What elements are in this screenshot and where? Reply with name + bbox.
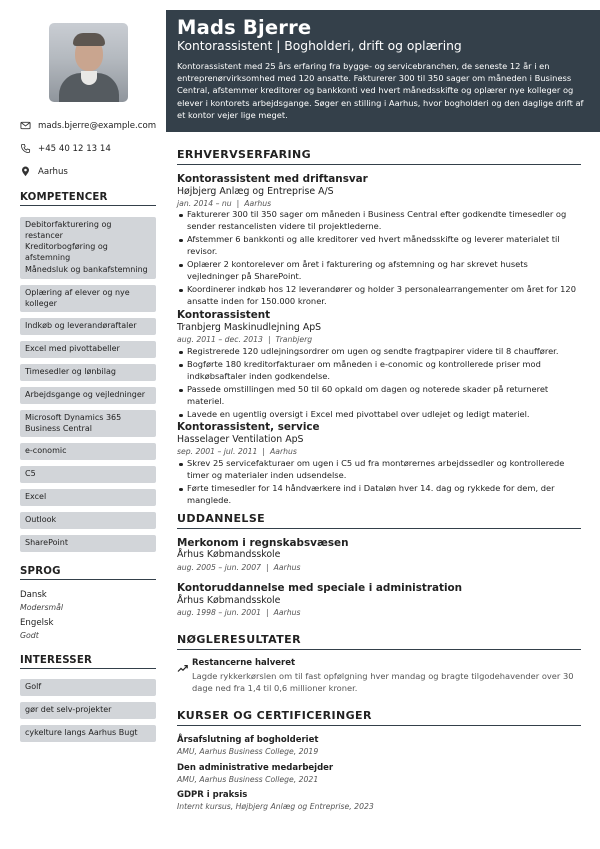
email-text: mads.bjerre@example.com xyxy=(38,121,157,131)
course-meta: AMU, Aarhus Business College, 2019 xyxy=(177,747,319,756)
skills-heading: KOMPETENCER xyxy=(20,192,156,206)
skill-tag: Excel xyxy=(20,489,156,506)
job-title: Kontorassistent xyxy=(177,309,271,321)
experience-heading: ERHVERVSERFARING xyxy=(177,148,581,165)
course-title: Årsafslutning af bogholderiet xyxy=(177,735,319,745)
job-bullet: Koordinerer indkøb hos 12 leverandører og holder 3 personalearrangementer om året for 120 ansatte inden for 150.000 kroner. xyxy=(177,284,581,308)
results-heading: NØGLERESULTATER xyxy=(177,633,581,650)
job-location: Tranbjerg xyxy=(275,335,313,344)
education-heading: UDDANNELSE xyxy=(177,512,581,529)
job-bullet: Bogførte 180 kreditorfakturaer om måneden i e-conomic og kontrollerede priser mod indkøbsaftaler inden godkendelse. xyxy=(177,359,581,383)
job-bullet: Skrev 25 servicefakturaer om ugen i C5 ud fra montørernes arbejdssedler og kontrollerede timer og materialer inden udsendelse. xyxy=(177,458,581,482)
envelope-icon xyxy=(20,120,32,132)
skill-tag: Debitorfakturering og restancer xyxy=(20,217,156,244)
language-name: Dansk xyxy=(20,590,47,600)
contact-phone[interactable] xyxy=(20,143,111,155)
language-name: Engelsk xyxy=(20,618,54,628)
job-company: Tranbjerg Maskinudlejning ApS xyxy=(177,322,322,333)
job-meta: sep. 2001 – jul. 2011 | Aarhus xyxy=(177,447,297,456)
job-dates: jan. 2014 – nu xyxy=(177,199,232,208)
education-title: Kontoruddannelse med speciale i administration xyxy=(177,582,463,594)
course-meta: AMU, Aarhus Business College, 2021 xyxy=(177,775,319,784)
skill-tag: Indkøb og leverandøraftaler xyxy=(20,318,156,335)
education-school: Århus Købmandsskole xyxy=(177,549,281,560)
contact-email[interactable] xyxy=(20,120,156,132)
skill-tag: Outlook xyxy=(20,512,156,529)
education-school: Århus Købmandsskole xyxy=(177,595,281,606)
job-bullet: Fakturerer 300 til 350 sager om måneden i Business Central efter godkendte timesedler og sender restancelisten videre til projektlederne. xyxy=(177,209,581,233)
interest-tag: gør det selv-projekter xyxy=(20,702,156,719)
language-level: Godt xyxy=(20,631,39,640)
education-meta: aug. 1998 – jun. 2001 | Aarhus xyxy=(177,608,301,617)
sidebar xyxy=(0,0,166,849)
education-dates: aug. 1998 – jun. 2001 xyxy=(177,608,261,617)
job-bullet: Oplærer 2 kontorelever om året i fakturering og afstemning og har skrevet husets vejledninger på SharePoint. xyxy=(177,259,581,283)
job-company: Højbjerg Anlæg og Entreprise A/S xyxy=(177,186,334,197)
profile-summary: Kontorassistent med 25 års erfaring fra bygge- og servicebranchen, de seneste 12 år i en entreprenørvirksomhed med 120 ansatte. Fakturerer 300 til 350 sager om måneden i Business Central, afstemmer kreditorer og bankkonti ved hvert månedsskifte og oplærer nye kolleger og elever i kontorets arbejdsgange. Søger en stilling i Aarhus, hvor bogholderi og den daglige drift af et kontor vejer lige meget. xyxy=(177,61,584,120)
job-bullet: Passede omstillingen med 50 til 60 opkald om dagen og noterede skader på returneret materiel. xyxy=(177,384,581,408)
job-dates: aug. 2011 – dec. 2013 xyxy=(177,335,263,344)
education-location: Aarhus xyxy=(273,563,301,572)
contact-location xyxy=(20,166,68,178)
result-description: Lagde rykkerkørslen om til fast opfølgning hver mandag og bragte tilgodehavender over 30 dage ned fra 1,4 til 0,6 millioner kroner. xyxy=(192,671,574,693)
profile-photo xyxy=(49,23,128,102)
skill-tag: Microsoft Dynamics 365 Business Central xyxy=(20,410,156,437)
skill-tag: Excel med pivottabeller xyxy=(20,341,156,358)
skill-tag: Månedsluk og bankafstemning xyxy=(20,262,156,279)
result-title: Restancerne halveret xyxy=(192,658,296,668)
courses-heading: KURSER OG CERTIFICERINGER xyxy=(177,709,581,726)
language-level: Modersmål xyxy=(20,603,64,612)
location-pin-icon xyxy=(20,166,32,178)
job-bullets xyxy=(177,346,581,423)
skill-tag: e-conomic xyxy=(20,443,156,460)
job-company: Hasselager Ventilation ApS xyxy=(177,434,304,445)
job-title: Kontorassistent med driftansvar xyxy=(177,173,368,185)
candidate-name: Mads Bjerre xyxy=(177,16,312,39)
job-bullet: Registrerede 120 udlejningsordrer om ugen og sendte fragtpapirer videre til 8 chauffører. xyxy=(177,346,581,358)
skill-tag: Timesedler og lønbilag xyxy=(20,364,156,381)
education-dates: aug. 2005 – jun. 2007 xyxy=(177,563,261,572)
job-title: Kontorassistent, service xyxy=(177,421,320,433)
skill-tag: Arbejdsgange og vejledninger xyxy=(20,387,156,404)
phone-icon xyxy=(20,143,32,155)
interest-tag: Golf xyxy=(20,679,156,696)
education-meta: aug. 2005 – jun. 2007 | Aarhus xyxy=(177,563,301,572)
job-meta: aug. 2011 – dec. 2013 | Tranbjerg xyxy=(177,335,313,344)
course-meta: Internt kursus, Højbjerg Anlæg og Entreprise, 2023 xyxy=(177,802,374,811)
interest-tag: cykelture langs Aarhus Bugt xyxy=(20,725,156,742)
job-bullet: Afstemmer 6 bankkonti og alle kreditorer ved hvert månedsskifte og leverer materialet til revisor. xyxy=(177,234,581,258)
skill-tag: C5 xyxy=(20,466,156,483)
skill-tag: Oplæring af elever og nye kolleger xyxy=(20,285,156,312)
resume-header xyxy=(166,10,600,132)
phone-text: +45 40 12 13 14 xyxy=(38,144,111,154)
job-bullet: Førte timesedler for 14 håndværkere ind i Dataløn hver 14. dag og rykkede for dem, der manglede. xyxy=(177,483,581,507)
skill-tag: SharePoint xyxy=(20,535,156,552)
location-text: Aarhus xyxy=(38,167,68,177)
course-title: GDPR i praksis xyxy=(177,790,248,800)
trend-up-icon xyxy=(177,658,188,677)
job-location: Aarhus xyxy=(270,447,297,456)
job-bullet: Lavede en ugentlig oversigt i Excel med pivottabel over udlejet og ledigt materiel. xyxy=(177,409,581,421)
job-meta: jan. 2014 – nu | Aarhus xyxy=(177,199,272,208)
languages-heading: SPROG xyxy=(20,566,156,580)
education-title: Merkonom i regnskabsvæsen xyxy=(177,537,349,549)
course-title: Den administrative medarbejder xyxy=(177,763,334,773)
education-location: Aarhus xyxy=(273,608,301,617)
job-bullets xyxy=(177,209,581,309)
job-location: Aarhus xyxy=(244,199,272,208)
job-bullets xyxy=(177,458,581,508)
skill-tag: Kreditorbogføring og afstemning xyxy=(20,239,156,266)
job-dates: sep. 2001 – jul. 2011 xyxy=(177,447,258,456)
interests-heading: INTERESSER xyxy=(20,655,156,669)
candidate-title: Kontorassistent | Bogholderi, drift og oplæring xyxy=(177,39,462,53)
